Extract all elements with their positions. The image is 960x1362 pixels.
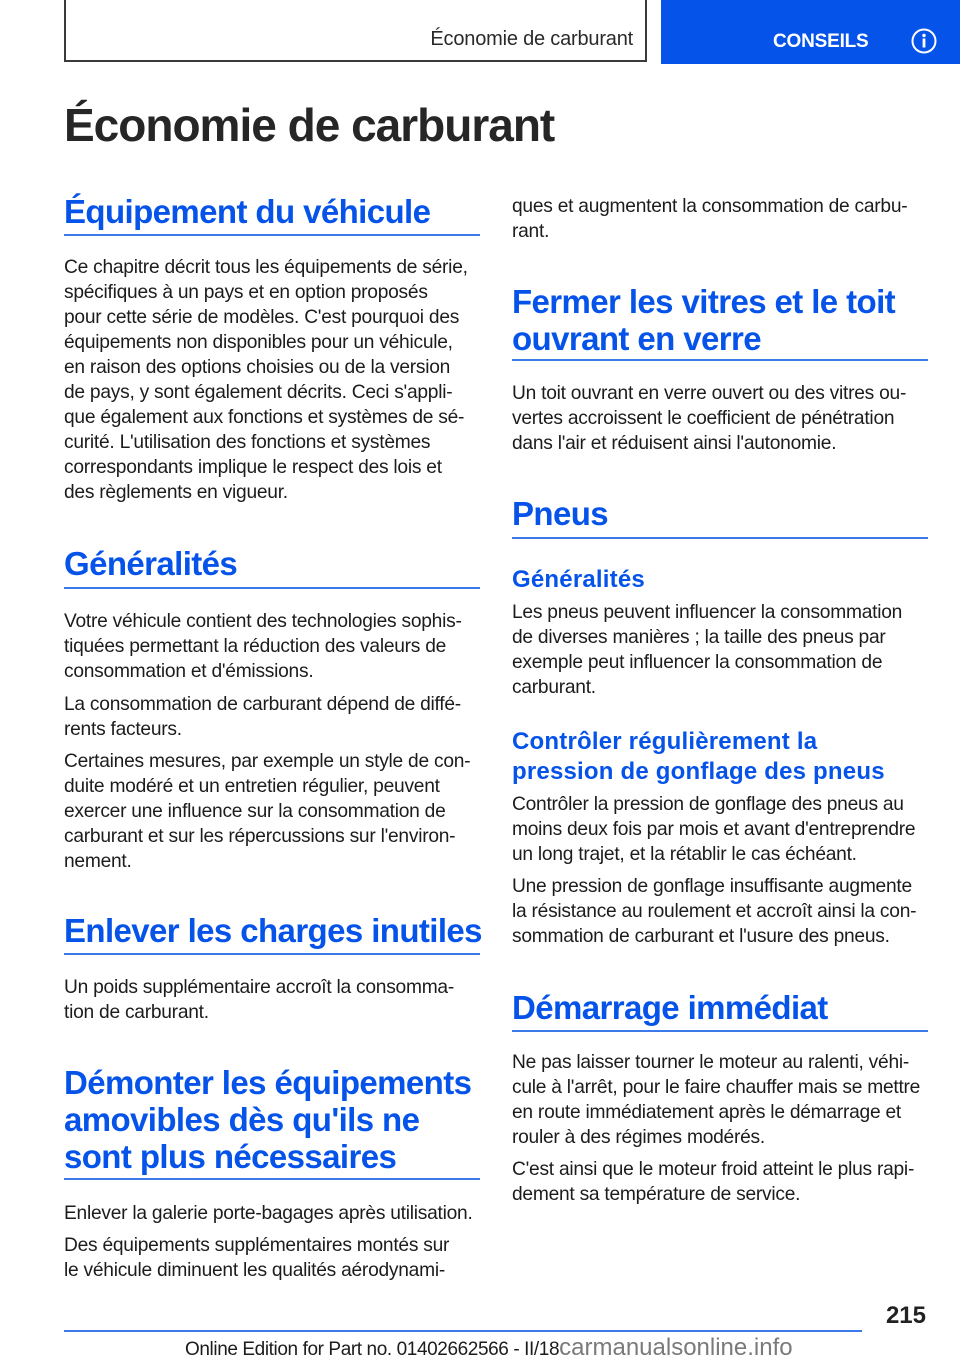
section-heading-demarrage: Démarrage immédiat [512, 989, 828, 1026]
footer-divider [64, 1330, 862, 1332]
chapter-tab-label: Économie de carburant [430, 28, 633, 50]
paragraph-pression-1: Contrôler la pression de gonflage des pneus au moins deux fois par mois et avant d'entreprendre un long trajet, et la rétablir le cas échéant. [512, 794, 916, 865]
paragraph-demonter-2: Des équipements supplémentaires montés sur le véhicule diminuent les qualités aérodynami- [64, 1235, 450, 1281]
paragraph-generalites-1: Votre véhicule contient des technologies sophis- tiquées permettant la réduction des valeurs de consommation et d'émissions. [64, 611, 462, 682]
paragraph-vitres: Un toit ouvrant en verre ouvert ou des vitres ou- vertes accroissent le coefficient de pénétration dans l'air et réduisent ainsi l'autonomie. [512, 383, 907, 454]
section-divider [64, 587, 480, 589]
chapter-tab[interactable] [64, 0, 647, 62]
section-divider [512, 537, 928, 539]
section-heading-charges: Enlever les charges inutiles [64, 912, 482, 949]
paragraph-continued: ques et augmentent la consommation de carbu- rant. [512, 196, 908, 242]
section-divider [64, 1178, 480, 1180]
section-tab-conseils[interactable] [661, 0, 960, 64]
section-heading-equipement: Équipement du véhicule [64, 193, 431, 230]
page-title: Économie de carburant [64, 99, 555, 151]
section-divider [64, 953, 480, 955]
paragraph-demarrage-2: C'est ainsi que le moteur froid atteint le plus rapi- dement sa température de service. [512, 1159, 915, 1205]
paragraph-demarrage-1: Ne pas laisser tourner le moteur au ralenti, véhi- cule à l'arrêt, pour le faire chauffer mais se mettre en route immédiatement après le démarrage et rouler à des régimes modérés. [512, 1052, 921, 1148]
paragraph-demonter-1: Enlever la galerie porte-bagages après utilisation. [64, 1203, 473, 1224]
watermark-link[interactable]: carmanualsonline.info [559, 1334, 793, 1361]
section-divider [512, 1030, 928, 1032]
section-heading-generalites: Généralités [64, 545, 238, 582]
edition-text: Online Edition for Part no. 01402662566 - II/18 [185, 1339, 560, 1360]
paragraph-pression-2: Une pression de gonflage insuffisante augmente la résistance au roulement et accroît ainsi la con- sommation de carburant et l'usure des pneus. [512, 876, 917, 947]
section-heading-demonter: Démonter les équipements amovibles dès qu'ils ne sont plus nécessaires [64, 1064, 472, 1175]
info-circle-icon [911, 28, 937, 54]
subheading-pression: Contrôler régulièrement la pression de gonflage des pneus [512, 728, 885, 785]
section-heading-pneus: Pneus [512, 495, 609, 532]
section-tab-label: CONSEILS [773, 31, 869, 52]
page-number: 215 [885, 1302, 926, 1329]
section-divider [512, 359, 928, 361]
paragraph-generalites-3: Certaines mesures, par exemple un style de con- duite modéré et un entretien régulier, peuvent exercer une influence sur la consommation de carburant et sur les répercussions sur l'environ- nement. [64, 751, 471, 872]
paragraph-charges: Un poids supplémentaire accroît la consomma- tion de carburant. [64, 977, 454, 1023]
section-heading-vitres: Fermer les vitres et le toit ouvrant en verre [512, 283, 896, 357]
section-divider [64, 234, 480, 236]
paragraph-equipement: Ce chapitre décrit tous les équipements de série, spécifiques à un pays et en option proposés pour cette série de modèles. C'est pourquoi des équipements non disponibles pour un véhicule, en raison des options choisies ou de la version de pays, y sont également décrits. Ceci s'appli- que également aux fonctions et systèmes de sé- curité. L'utilisation des fonctions et systèmes correspondants implique le respect des lois et des règlements en vigueur. [64, 257, 468, 503]
footer-edition [185, 1334, 793, 1362]
paragraph-pneus-generalites: Les pneus peuvent influencer la consommation de diverses manières ; la taille des pneus par exemple peut influencer la consommation de carburant. [512, 602, 903, 698]
paragraph-generalites-2: La consommation de carburant dépend de diffé- rents facteurs. [64, 694, 461, 740]
subheading-pneus-generalites: Généralités [512, 566, 645, 593]
